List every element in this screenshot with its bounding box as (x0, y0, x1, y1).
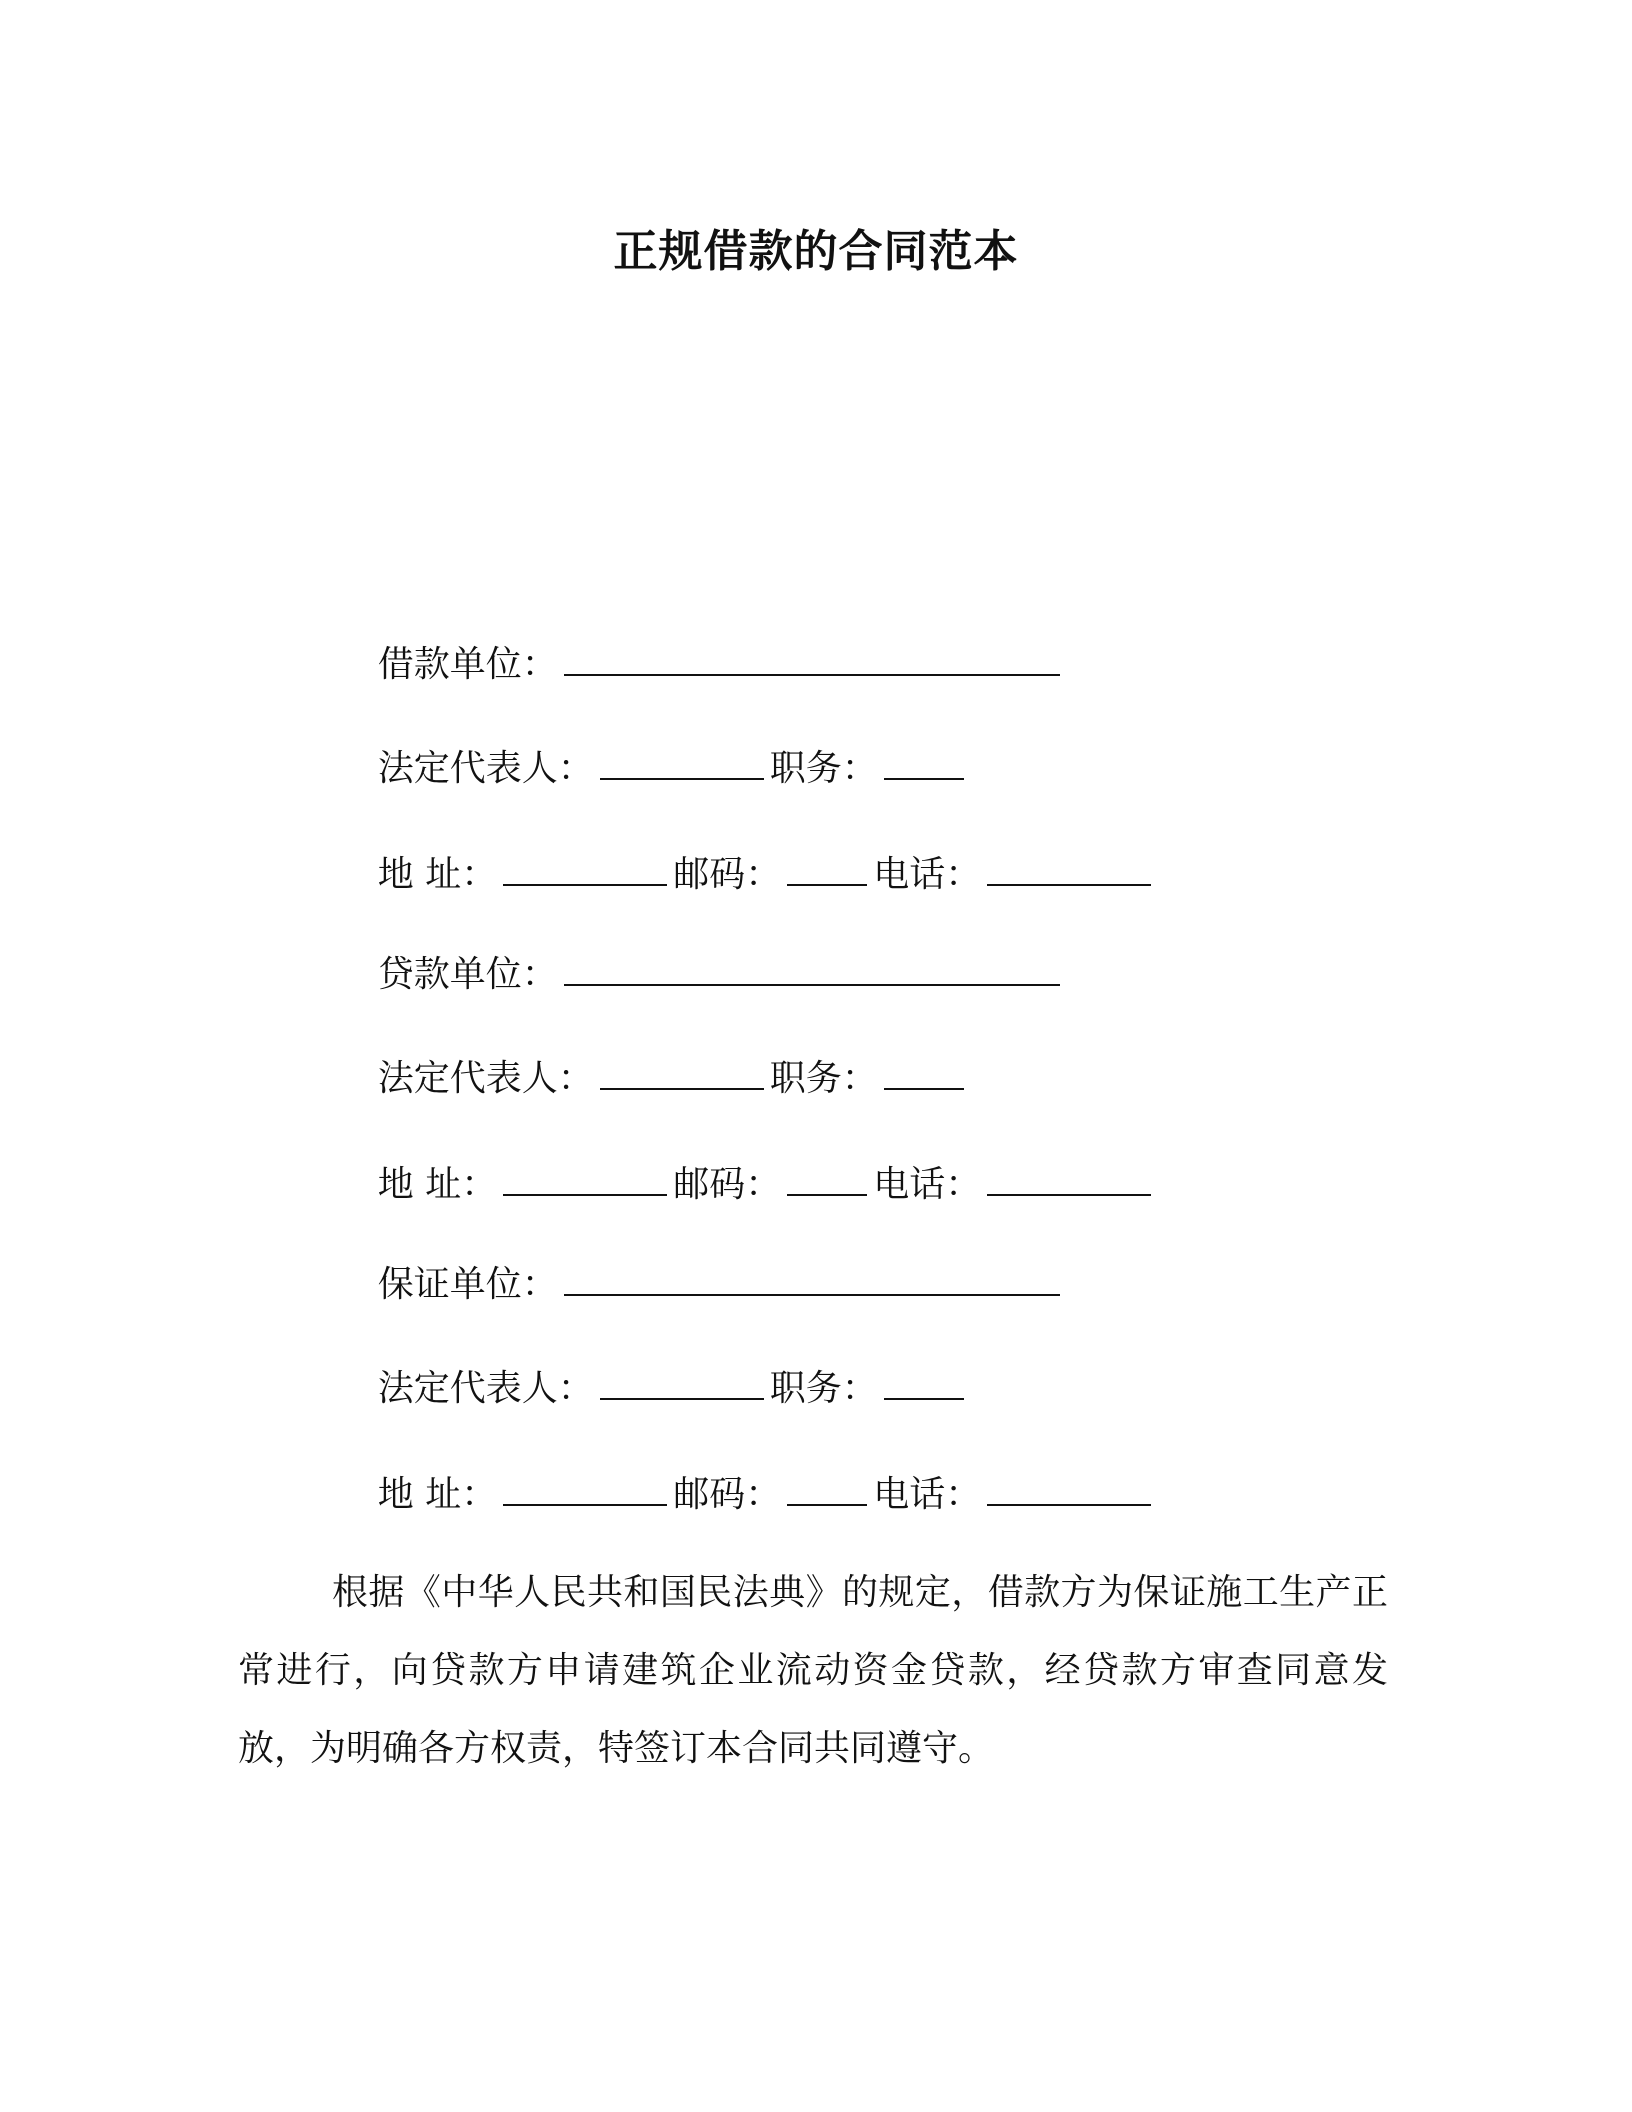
guarantor-address-label: 地 址： (377, 1474, 498, 1515)
document-title: 正规借款的合同范本 (613, 226, 1019, 277)
guarantor-position-label: 职务： (769, 1368, 878, 1409)
borrower-rep-label: 法定代表人： (377, 748, 594, 789)
lender-phone-label: 电话： (873, 1164, 982, 1205)
borrower-position-label: 职务： (769, 748, 878, 789)
borrower-rep-blank[interactable] (600, 744, 764, 780)
lender-rep-label: 法定代表人： (377, 1058, 594, 1099)
lender-rep-blank[interactable] (600, 1054, 764, 1090)
borrower-position-blank[interactable] (884, 744, 964, 780)
borrower-address-blank[interactable] (503, 850, 667, 886)
guarantor-postcode-label: 邮码： (673, 1474, 782, 1515)
borrower-postcode-blank[interactable] (787, 850, 867, 886)
guarantor-address-line (332, 1420, 1157, 1570)
lender-unit-blank[interactable] (564, 950, 1060, 986)
borrower-unit-label: 借款单位： (377, 644, 558, 685)
lender-position-label: 职务： (769, 1058, 878, 1099)
borrower-phone-label: 电话： (873, 854, 982, 895)
lender-postcode-blank[interactable] (787, 1160, 867, 1196)
lender-address-label: 地 址： (377, 1164, 498, 1205)
borrower-postcode-label: 邮码： (673, 854, 782, 895)
lender-address-blank[interactable] (503, 1160, 667, 1196)
lender-postcode-label: 邮码： (673, 1164, 782, 1205)
guarantor-unit-blank[interactable] (564, 1260, 1060, 1296)
borrower-phone-blank[interactable] (987, 850, 1151, 886)
guarantor-position-blank[interactable] (884, 1364, 964, 1400)
borrower-address-label: 地 址： (377, 854, 498, 895)
guarantor-unit-label: 保证单位： (377, 1264, 558, 1305)
guarantor-rep-blank[interactable] (600, 1364, 764, 1400)
lender-position-blank[interactable] (884, 1054, 964, 1090)
guarantor-address-blank[interactable] (503, 1470, 667, 1506)
borrower-unit-blank[interactable] (564, 640, 1060, 676)
guarantor-rep-label: 法定代表人： (377, 1368, 594, 1409)
guarantor-phone-blank[interactable] (987, 1470, 1151, 1506)
lender-unit-label: 贷款单位： (377, 954, 558, 995)
guarantor-postcode-blank[interactable] (787, 1470, 867, 1506)
lender-phone-blank[interactable] (987, 1160, 1151, 1196)
guarantor-phone-label: 电话： (873, 1474, 982, 1515)
contract-preamble-paragraph: 根据《中华人民共和国民法典》的规定，借款方为保证施工生产正常进行，向贷款方申请建筑企业流动资金贷款，经贷款方审查同意发放，为明确各方权责，特签订本合同共同遵守。 (238, 1572, 1388, 1769)
